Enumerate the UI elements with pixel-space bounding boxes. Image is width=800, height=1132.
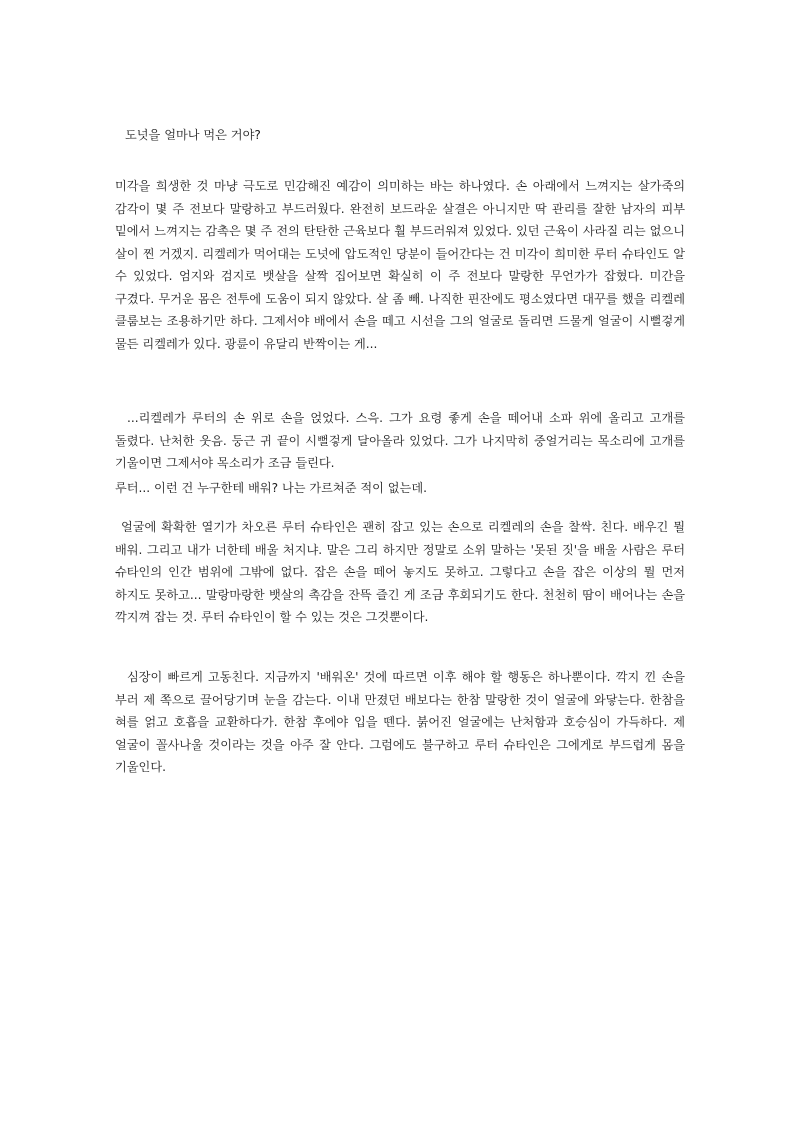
paragraph-dialogue-donut (115, 124, 685, 147)
paragraph-text: 미각을 희생한 것 마냥 극도로 민감해진 예감이 의미하는 바는 하나였다. 손 아래에서 느껴지는 살가죽의 감각이 몇 주 전보다 말랑하고 부드러웠다. 완전히 보드라운 살결은 아니지만 딱 관리를 잘한 남자의 피부 밑에서 느껴지는 감촉은 몇 주 전의 탄탄한 근육보다 훨 부드러워져 있었다. 있던 근육이 사라질 리는 없으니 살이 찐 거겠지. 리켈레가 먹어대는 도넛에 압도적인 당분이 들어간다는 건 미각이 희미한 루터 슈타인도 알 수 있었다. 엄지와 검지로 뱃살을 살짝 집어보면 확실히 이 주 전보다 말랑한 무언가가 잡혔다. 미간을 구겼다. 무거운 몸은 전투에 도움이 되지 않았다. 살 좀 빼. 나직한 핀잔에도 평소였다면 대꾸를 했을 리켈레 클룸보는 조용하기만 하다. 그제서야 배에서 손을 떼고 시선을 그의 얼굴로 돌리면 드물게 얼굴이 시뻘겋게 물든 리켈레가 있다. 광륜이 유달리 반짝이는 게... (115, 179, 685, 351)
paragraph-dialogue-rikelle (115, 477, 685, 500)
paragraph-narration-3 (115, 516, 685, 629)
paragraph-narration-2 (115, 407, 685, 475)
paragraph-text: ...리켈레가 루터의 손 위로 손을 얹었다. 스윽. 그가 요령 좋게 손을 떼어내 소파 위에 올리고 고개를 돌렸다. 난처한 웃음. 둥근 귀 끝이 시뻘겋게 달아올라 있었다. 그가 나지막히 중얼거리는 목소리에 고개를 기울이면 그제서야 목소리가 조금 들린다. (115, 411, 685, 470)
paragraph-text: 얼굴에 확확한 열기가 차오른 루터 슈타인은 괜히 잡고 있는 손으로 리켈레의 손을 찰싹. 친다. 배우긴 뭘 배워. 그리고 내가 너한테 배울 처지냐. 말은 그리 하지만 정말로 소위 말하는 '못된 짓'을 배울 사람은 루터 슈타인의 인간 범위에 그밖에 없다. 잡은 손을 떼어 놓지도 못하고. 그렇다고 손을 잡은 이상의 뭘 먼저 하지도 못하고... 말랑마랑한 뱃살의 촉감을 잔뜩 즐긴 게 조금 후회되기도 한다. 천천히 땀이 배어나는 손을 깍지껴 잡는 것. 루터 슈타인이 할 수 있는 것은 그것뿐이다. (115, 520, 685, 624)
paragraph-text: 도넛을 얼마나 먹은 거야? (125, 128, 261, 142)
paragraph-narration-1 (115, 175, 685, 355)
paragraph-text: 심장이 빠르게 고동친다. 지금까지 '배워온' 것에 따르면 이후 해야 할 행동은 하나뿐이다. 깍지 낀 손을 부러 제 쪽으로 끌어당기며 눈을 감는다. 이내 만졌던 배보다는 한참 말랑한 것이 얼굴에 와닿는다. 한참을 혀를 얽고 호흡을 교환하다가. 한참 후에야 입을 뗀다. 붉어진 얼굴에는 난처함과 호승심이 가득하다. 제 얼굴이 꼴사나울 것이라는 것을 아주 잘 안다. 그럼에도 불구하고 루터 슈타인은 그에게로 부드럽게 몸을 기울인다. (115, 670, 685, 774)
paragraph-narration-4 (115, 666, 685, 779)
paragraph-text: 루터... 이런 건 누구한테 배워? 나는 가르쳐준 적이 없는데. (115, 481, 427, 495)
